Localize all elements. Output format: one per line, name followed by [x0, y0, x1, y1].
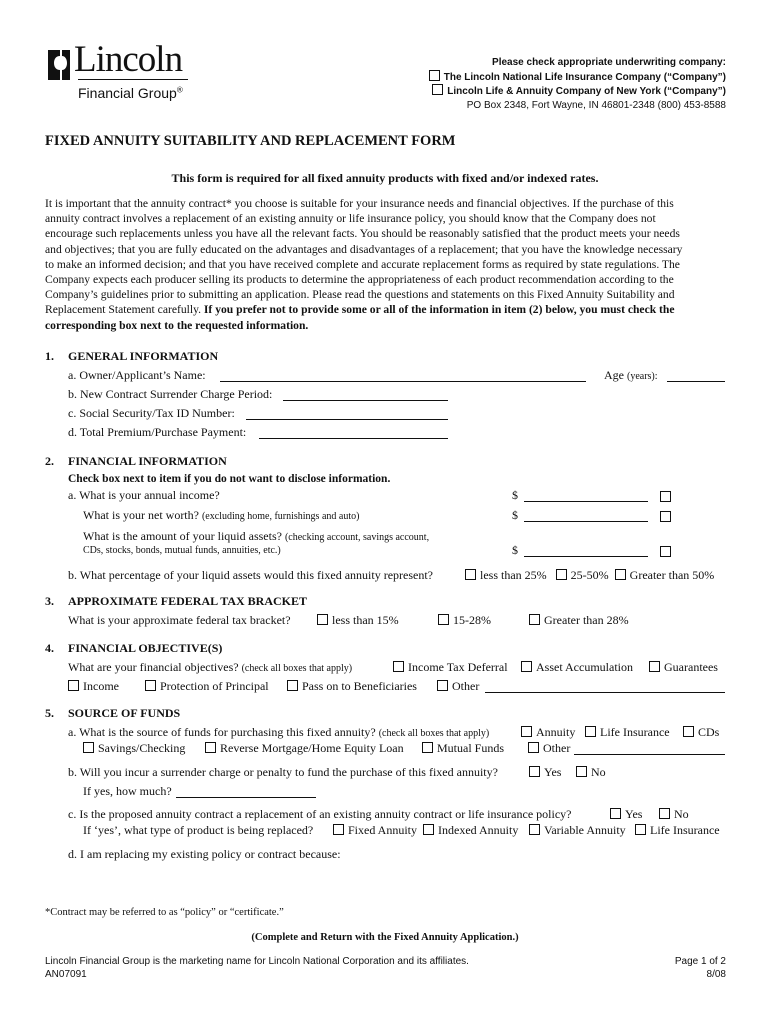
age-label: Age (years): [604, 368, 658, 382]
replaced-type-label: If ‘yes’, what type of product is being replaced? [83, 823, 314, 837]
intro-line: It is important that the annuity contract* you choose is suitable for your insurance needs and financial objectives. If the purchase of this [45, 197, 674, 210]
section-title: GENERAL INFORMATION [68, 349, 219, 363]
liquid-note: CDs, stocks, bonds, mutual funds, annuities, etc.) [83, 545, 281, 556]
ssn-field[interactable] [246, 408, 448, 420]
dollar-sign: $ [512, 543, 518, 557]
premium-field[interactable] [259, 427, 448, 439]
income-label: a. What is your annual income? [68, 488, 220, 502]
intro-line: Company expects each producer selling its products to determine the appropriateness of each product recommendation according to the [45, 273, 674, 287]
surrender-period-field[interactable] [283, 389, 448, 401]
liquid-nondisclose-checkbox[interactable] [660, 546, 671, 557]
form-number: AN07091 [45, 968, 87, 980]
replacement-no[interactable]: No [659, 807, 689, 822]
form-date: 8/08 [706, 968, 726, 980]
disclose-note: Check box next to item if you do not want to disclose information. [68, 473, 391, 485]
option-variable-annuity[interactable]: Variable Annuity [529, 823, 626, 838]
section-title: FINANCIAL INFORMATION [68, 454, 227, 468]
option-25-50[interactable]: 25-50% [556, 568, 609, 582]
replacement-yes[interactable]: Yes [610, 807, 642, 822]
premium-label: d. Total Premium/Purchase Payment: [68, 425, 247, 439]
surrender-amount-label: If yes, how much? [83, 784, 172, 798]
option-mutual-funds[interactable]: Mutual Funds [422, 741, 504, 756]
option-savings[interactable]: Savings/Checking [83, 741, 185, 756]
tax-bracket-question: What is your approximate federal tax bracket? [68, 613, 291, 627]
section-number: 3. [45, 594, 54, 608]
intro-line: Replacement Statement carefully. If you prefer not to provide some or all of the information in item (2) below, you must check the [45, 303, 675, 317]
option-life-insurance-replaced[interactable]: Life Insurance [635, 823, 720, 838]
networth-nondisclose-checkbox[interactable] [660, 511, 671, 522]
surrender-question: b. Will you incur a surrender charge or penalty to fund the purchase of this fixed annuity? [68, 765, 498, 779]
option-gt50[interactable]: Greater than 50% [615, 568, 715, 582]
surrender-amount-field[interactable] [176, 786, 316, 798]
objectives-question: What are your financial objectives? (check all boxes that apply) [68, 660, 353, 674]
footnote: *Contract may be referred to as “policy” or “certificate.” [45, 907, 284, 918]
option-indexed-annuity[interactable]: Indexed Annuity [423, 823, 518, 838]
source-question: a. What is the source of funds for purchasing this fixed annuity? (check all boxes that apply) [68, 725, 490, 739]
owner-name-field[interactable] [220, 370, 586, 382]
option-life-insurance[interactable]: Life Insurance [585, 725, 670, 740]
surrender-no[interactable]: No [576, 765, 606, 780]
option-fixed-annuity[interactable]: Fixed Annuity [333, 823, 417, 838]
intro-paragraph [45, 196, 735, 333]
surrender-period-label: b. New Contract Surrender Charge Period: [68, 387, 273, 401]
logo [46, 39, 206, 106]
logo-name: Lincoln [74, 39, 183, 80]
networth-label: What is your net worth? (excluding home, furnishings and auto) [83, 508, 360, 522]
address: PO Box 2348, Fort Wayne, IN 46801-2348 (800) 453-8588 [466, 99, 726, 111]
section-number: 4. [45, 641, 54, 655]
section-number: 5. [45, 706, 54, 720]
checkbox[interactable] [432, 84, 443, 95]
liquid-percent-options [465, 568, 714, 583]
option-lt15[interactable]: less than 15% [317, 613, 399, 628]
replacement-reason-field[interactable] [83, 866, 723, 906]
option-guarantees[interactable]: Guarantees [649, 660, 718, 675]
option-cds[interactable]: CDs [683, 725, 719, 740]
option-gt28[interactable]: Greater than 28% [529, 613, 629, 628]
option-tax-deferral[interactable]: Income Tax Deferral [393, 660, 508, 675]
owner-name-label: a. Owner/Applicant’s Name: [68, 368, 206, 382]
company-select [429, 56, 726, 112]
intro-line: corresponding box next to the requested information. [45, 318, 309, 332]
option-income[interactable]: Income [68, 679, 119, 694]
company1-option[interactable]: The Lincoln National Life Insurance Company (“Company”) [429, 70, 726, 85]
lincoln-logo-icon [46, 48, 72, 82]
intro-line: and objectives; that you are fully educated on the advantages and disadvantages of a replacement; that you have the knowledge necessary [45, 242, 683, 256]
option-protection[interactable]: Protection of Principal [145, 679, 269, 694]
liquid-field[interactable] [524, 545, 648, 557]
age-field[interactable] [667, 370, 725, 382]
page-title: FIXED ANNUITY SUITABILITY AND REPLACEMENT FORM [45, 133, 456, 149]
option-other[interactable]: Other [437, 679, 479, 694]
income-field[interactable] [524, 490, 648, 502]
option-asset-accumulation[interactable]: Asset Accumulation [521, 660, 633, 675]
option-other-source[interactable]: Other [528, 741, 570, 756]
check-label: Please check appropriate underwriting company: [492, 57, 726, 68]
section-number: 2. [45, 454, 54, 468]
footer-right [675, 956, 726, 981]
networth-field[interactable] [524, 510, 648, 522]
intro-line: annuity contract involves a replacement of an existing annuity or life insurance policy, you should know that the Company does not [45, 212, 656, 226]
option-annuity[interactable]: Annuity [521, 725, 575, 740]
footer-left [45, 956, 469, 981]
option-reverse-mortgage[interactable]: Reverse Mortgage/Home Equity Loan [205, 741, 404, 756]
section-title: FINANCIAL OBJECTIVE(S) [68, 641, 223, 655]
surrender-yes[interactable]: Yes [529, 765, 561, 780]
other-objective-field[interactable] [485, 681, 725, 693]
income-nondisclose-checkbox[interactable] [660, 491, 671, 502]
company2-option[interactable]: Lincoln Life & Annuity Company of New York (“Company”) [429, 84, 726, 99]
liquid-percent-label: b. What percentage of your liquid assets would this fixed annuity represent? [68, 568, 434, 582]
intro-line: to make an informed decision; and that you have received complete and accurate replacement forms as required by state regulations. The [45, 257, 680, 271]
section-number: 1. [45, 349, 54, 363]
ssn-label: c. Social Security/Tax ID Number: [68, 406, 235, 420]
section-title: SOURCE OF FUNDS [68, 706, 181, 720]
logo-sub: Financial Group® [78, 85, 183, 101]
option-beneficiaries[interactable]: Pass on to Beneficiaries [287, 679, 417, 694]
checkbox[interactable] [429, 70, 440, 81]
marketing-note: Lincoln Financial Group is the marketing name for Lincoln National Corporation and its affiliates. [45, 956, 469, 967]
dollar-sign: $ [512, 488, 518, 502]
return-note: (Complete and Return with the Fixed Annuity Application.) [251, 932, 519, 943]
other-source-field[interactable] [574, 743, 725, 755]
intro-line: Company’s guidelines prior to submitting an application. Please read the questions and statements on this Fixed Annuity Suitability and [45, 288, 675, 302]
dollar-sign: $ [512, 508, 518, 522]
page-number: Page 1 of 2 [674, 956, 726, 967]
logo-rule [78, 79, 188, 80]
liquid-label: What is the amount of your liquid assets? (checking account, savings account, [83, 529, 430, 543]
option-15-28[interactable]: 15-28% [438, 613, 491, 628]
option-lt25[interactable]: less than 25% [465, 568, 547, 582]
replacement-question: c. Is the proposed annuity contract a replacement of an existing annuity contract or life insurance policy? [68, 807, 572, 821]
required-note: This form is required for all fixed annuity products with fixed and/or indexed rates. [171, 171, 599, 185]
section-title: APPROXIMATE FEDERAL TAX BRACKET [68, 594, 308, 608]
intro-line: encourage such replacements unless you have all the relevant facts. You should be reasonably satisfied that the product meets your needs [45, 227, 680, 241]
replacement-reason-label: d. I am replacing my existing policy or contract because: [68, 847, 341, 861]
